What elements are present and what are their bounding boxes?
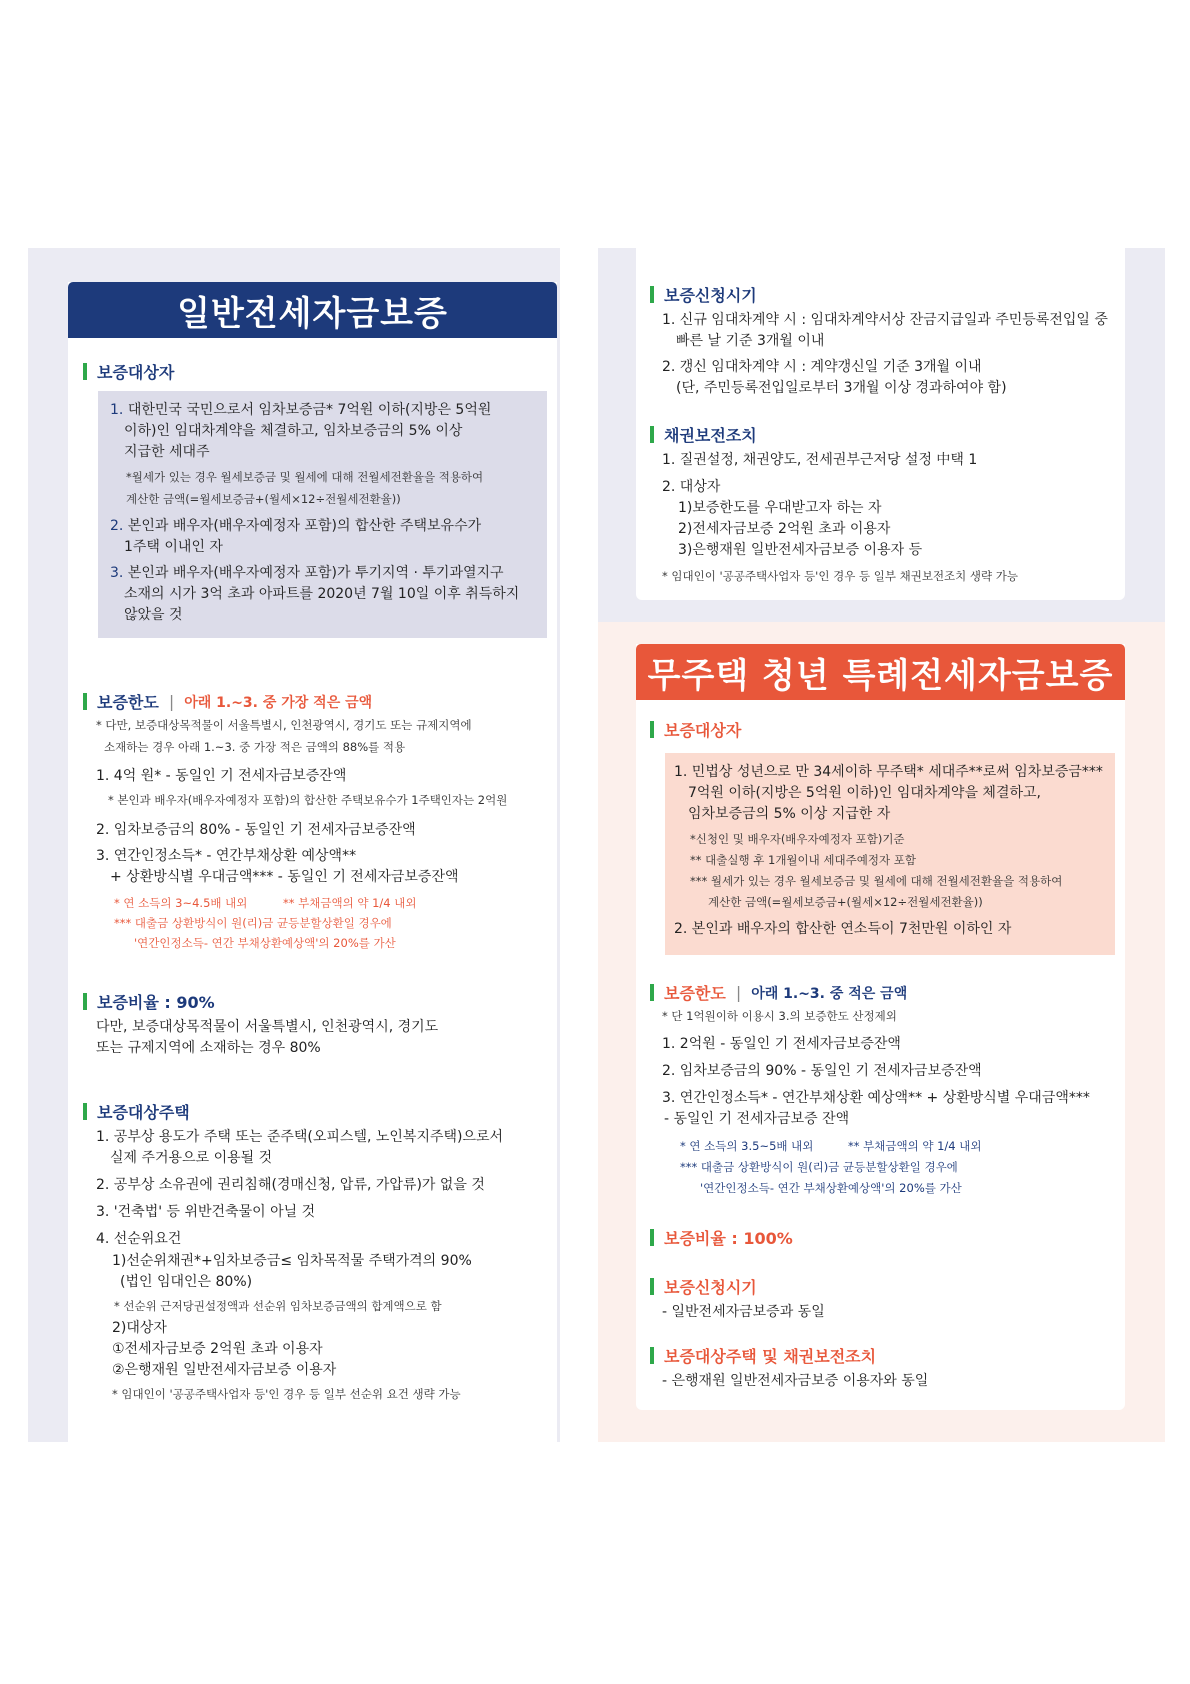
left-limit-item-2: 2. 임차보증금의 80% - 동일인 기 전세자금보증잔액 (96, 822, 416, 838)
youth-limit-footnote-1: * 연 소득의 3.5~5배 내외 (680, 1139, 814, 1153)
youth-target-note-3: *** 월세가 있는 경우 월세보증금 및 월세에 대해 전월세전환율을 적용하여 (690, 874, 1063, 888)
heading-marker (650, 286, 654, 303)
left-target-note-2: 계산한 금액(=월세보증금+(월세×12÷전월세전환율)) (126, 492, 401, 506)
left-house-sub-1: 1)선순위채권*+임차보증금≤ 임차목적물 주택가격의 90% (112, 1253, 472, 1269)
left-limit-item-3-line-2: + 상환방식별 우대금액*** - 동일인 기 전세자금보증잔액 (110, 869, 459, 885)
right-bond-sub-1: 1)보증한도를 우대받고자 하는 자 (678, 500, 882, 516)
left-target-item-1-line-3: 지급한 세대주 (124, 444, 210, 460)
heading-marker (650, 426, 654, 443)
left-house-item-2: 2. 공부상 소유권에 권리침해(경매신청, 압류, 가압류)가 없을 것 (96, 1177, 485, 1193)
left-house-item-3: 3. '건축법' 등 위반건축물이 아닐 것 (96, 1204, 316, 1220)
youth-house-text: - 은행재원 일반전세자금보증 이용자와 동일 (662, 1373, 929, 1389)
left-limit-item-3: 3. 연간인정소득* - 연간부채상환 예상액** (96, 848, 357, 864)
left-house-final-note: * 임대인이 '공공주택사업자 등'인 경우 등 일부 선순위 요건 생략 가능 (112, 1387, 461, 1401)
left-house-heading: 보증대상주택 (83, 1100, 190, 1123)
left-limit-note-1: * 다만, 보증대상목적물이 서울특별시, 인천광역시, 경기도 또는 규제지역에 (96, 718, 472, 732)
youth-target-heading: 보증대상자 (650, 718, 741, 741)
right-bond-heading: 채권보전조치 (650, 423, 757, 446)
youth-limit-item-3: 3. 연간인정소득* - 연간부채상환 예상액** + 상환방식별 우대금액*** (662, 1090, 1090, 1106)
left-target-heading: 보증대상자 (83, 360, 174, 383)
left-limit-footnote-1: * 연 소득의 3~4.5배 내외 (114, 896, 248, 910)
left-limit-footnote-2: ** 부채금액의 약 1/4 내외 (283, 896, 417, 910)
left-ratio-line-1: 다만, 보증대상목적물이 서울특별시, 인천광역시, 경기도 (96, 1019, 439, 1035)
left-house-item-1-line-2: 실제 주거용으로 이용될 것 (110, 1150, 273, 1166)
left-limit-heading: 보증한도 | 아래 1.~3. 중 가장 적은 금액 (83, 690, 372, 713)
youth-target-item-2: 2. 본인과 배우자의 합산한 연소득이 7천만원 이하인 자 (674, 921, 1012, 937)
right-apply-heading: 보증신청시기 (650, 283, 757, 306)
left-limit-item-1: 1. 4억 원* - 동일인 기 전세자금보증잔액 (96, 768, 347, 784)
heading-marker (650, 984, 654, 1001)
youth-limit-footnote-2: ** 부채금액의 약 1/4 내외 (848, 1139, 982, 1153)
right-apply-item-1: 1. 신규 임대차계약 시 : 임대차계약서상 잔금지급일과 주민등록전입일 중 (662, 312, 1108, 328)
youth-ratio-heading: 보증비율 : 100% (650, 1226, 793, 1249)
youth-target-note-1: *신청인 및 배우자(배우자예정자 포함)기준 (690, 832, 905, 846)
youth-guarantee-title: 무주택 청년 특례전세자금보증 (636, 644, 1125, 700)
youth-limit-footnote-3: *** 대출금 상환방식이 원(리)금 균등분할상환일 경우에 (680, 1160, 958, 1174)
youth-target-item-1-line-3: 임차보증금의 5% 이상 지급한 자 (688, 806, 891, 822)
youth-limit-note: * 단 1억원이하 이용시 3.의 보증한도 산정제외 (662, 1009, 897, 1023)
right-bond-note: * 임대인이 '공공주택사업자 등'인 경우 등 일부 채권보전조치 생략 가능 (662, 569, 1019, 583)
left-target-item-3-line-3: 않았을 것 (124, 607, 183, 623)
left-target-item-1: 1. 대한민국 국민으로서 임차보증금* 7억원 이하(지방은 5억원 (110, 402, 492, 418)
left-limit-footnote-4: '연간인정소득- 연간 부채상환예상액'의 20%를 가산 (134, 936, 396, 950)
right-bond-item-2: 2. 대상자 (662, 479, 721, 495)
heading-marker (83, 363, 87, 380)
youth-apply-text: - 일반전세자금보증과 동일 (662, 1304, 825, 1320)
heading-marker (650, 1229, 654, 1246)
right-bond-sub-2: 2)전세자금보증 2억원 초과 이용자 (678, 521, 891, 537)
youth-limit-item-2: 2. 임차보증금의 90% - 동일인 기 전세자금보증잔액 (662, 1063, 982, 1079)
youth-target-note-4: 계산한 금액(=월세보증금+(월세×12÷전월세전환율)) (708, 895, 983, 909)
left-house-sub-2-line-3: ②은행재원 일반전세자금보증 이용자 (112, 1362, 337, 1378)
youth-limit-item-1: 1. 2억원 - 동일인 기 전세자금보증잔액 (662, 1036, 901, 1052)
youth-target-item-1-line-2: 7억원 이하(지방은 5억원 이하)인 임대차계약을 체결하고, (688, 785, 1041, 801)
heading-marker (650, 1347, 654, 1364)
left-target-item-1-line-2: 이하)인 임대차계약을 체결하고, 임차보증금의 5% 이상 (124, 423, 463, 439)
heading-marker (650, 1278, 654, 1295)
youth-apply-heading: 보증신청시기 (650, 1275, 757, 1298)
heading-marker (83, 693, 87, 710)
heading-marker (83, 1103, 87, 1120)
youth-limit-item-3-line-2: - 동일인 기 전세자금보증 잔액 (664, 1111, 850, 1127)
youth-house-heading: 보증대상주택 및 채권보전조치 (650, 1344, 876, 1367)
left-house-sub-2-line-2: ①전세자금보증 2억원 초과 이용자 (112, 1341, 323, 1357)
left-target-item-3-line-2: 소재의 시가 3억 초과 아파트를 2020년 7월 10일 이후 취득하지 (124, 586, 520, 602)
right-bond-item-1: 1. 질권설정, 채권양도, 전세권부근저당 설정 中택 1 (662, 452, 978, 468)
heading-marker (650, 721, 654, 738)
heading-marker (83, 993, 87, 1010)
left-house-item-4: 4. 선순위요건 (96, 1231, 182, 1247)
general-guarantee-title: 일반전세자금보증 (68, 282, 557, 338)
left-target-item-3: 3. 본인과 배우자(배우자예정자 포함)가 투기지역 · 투기과열지구 (110, 565, 504, 581)
left-limit-note-2: 소재하는 경우 아래 1.~3. 중 가장 적은 금액의 88%를 적용 (104, 740, 406, 754)
right-apply-item-1-line-2: 빠른 날 기준 3개월 이내 (676, 333, 825, 349)
youth-target-note-2: ** 대출실행 후 1개월이내 세대주예정자 포함 (690, 853, 916, 867)
left-house-item-1: 1. 공부상 용도가 주택 또는 준주택(오피스텔, 노인복지주택)으로서 (96, 1129, 504, 1145)
left-target-item-2: 2. 본인과 배우자(배우자예정자 포함)의 합산한 주택보유수가 (110, 518, 482, 534)
left-limit-item-1-note: * 본인과 배우자(배우자예정자 포함)의 합산한 주택보유수가 1주택인자는 2억원 (108, 793, 508, 807)
right-bond-sub-3: 3)은행재원 일반전세자금보증 이용자 등 (678, 542, 923, 558)
youth-limit-heading: 보증한도 | 아래 1.~3. 중 적은 금액 (650, 981, 907, 1004)
left-limit-footnote-3: *** 대출금 상환방식이 원(리)금 균등분할상환일 경우에 (114, 916, 392, 930)
left-house-sub-1-note: * 선순위 근저당권설정액과 선순위 임차보증금액의 합계액으로 함 (114, 1299, 442, 1313)
left-house-sub-1-line-2: (법인 임대인은 80%) (120, 1274, 253, 1290)
youth-target-item-1: 1. 민법상 성년으로 만 34세이하 무주택* 세대주**로써 임차보증금*** (674, 764, 1103, 780)
left-target-note-1: *월세가 있는 경우 월세보증금 및 월세에 대해 전월세전환율을 적용하여 (126, 470, 484, 484)
left-ratio-line-2: 또는 규제지역에 소재하는 경우 80% (96, 1040, 321, 1056)
left-house-sub-2: 2)대상자 (112, 1320, 167, 1336)
left-target-item-2-line-2: 1주택 이내인 자 (124, 539, 223, 555)
youth-limit-footnote-4: '연간인정소득- 연간 부채상환예상액'의 20%를 가산 (700, 1181, 962, 1195)
right-apply-item-2: 2. 갱신 임대차계약 시 : 계약갱신일 기준 3개월 이내 (662, 359, 982, 375)
left-ratio-heading: 보증비율 : 90% (83, 990, 215, 1013)
right-apply-item-2-line-2: (단, 주민등록전입일로부터 3개월 이상 경과하여야 함) (676, 380, 1007, 396)
